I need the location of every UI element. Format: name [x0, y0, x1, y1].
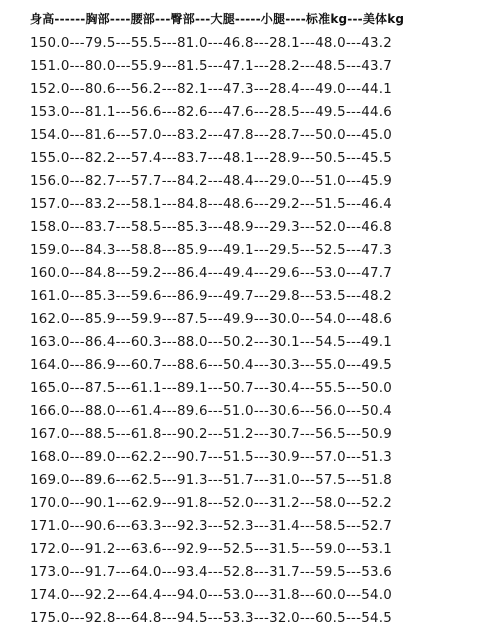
table-row: 161.0---85.3---59.6---86.9---49.7---29.8---53.5---48.2: [30, 289, 393, 304]
table-row: 152.0---80.6---56.2---82.1---47.3---28.4---49.0---44.1: [30, 82, 393, 97]
table-row: 155.0---82.2---57.4---83.7---48.1---28.9---50.5---45.5: [30, 151, 393, 166]
table-header-line: 身高------胸部----腰部---臀部---大腿-----小腿----标准kg---美体kg: [30, 12, 405, 26]
size-chart-document: [30, 8, 490, 630]
table-row: 162.0---85.9---59.9---87.5---49.9---30.0---54.0---48.6: [30, 312, 393, 327]
table-row: 169.0---89.6---62.5---91.3---51.7---31.0---57.5---51.8: [30, 473, 393, 488]
table-row: 168.0---89.0---62.2---90.7---51.5---30.9---57.0---51.3: [30, 450, 393, 465]
table-row: 150.0---79.5---55.5---81.0---46.8---28.1---48.0---43.2: [30, 36, 393, 51]
table-row: 158.0---83.7---58.5---85.3---48.9---29.3---52.0---46.8: [30, 220, 393, 235]
table-row: 173.0---91.7---64.0---93.4---52.8---31.7---59.5---53.6: [30, 565, 393, 580]
table-row: 165.0---87.5---61.1---89.1---50.7---30.4---55.5---50.0: [30, 381, 393, 396]
table-row: 171.0---90.6---63.3---92.3---52.3---31.4---58.5---52.7: [30, 519, 393, 534]
table-row: 159.0---84.3---58.8---85.9---49.1---29.5---52.5---47.3: [30, 243, 393, 258]
table-row: 163.0---86.4---60.3---88.0---50.2---30.1---54.5---49.1: [30, 335, 393, 350]
table-row: 175.0---92.8---64.8---94.5---53.3---32.0---60.5---54.5: [30, 611, 393, 626]
table-row: 164.0---86.9---60.7---88.6---50.4---30.3---55.0---49.5: [30, 358, 393, 373]
table-row: 160.0---84.8---59.2---86.4---49.4---29.6---53.0---47.7: [30, 266, 393, 281]
table-row: 172.0---91.2---63.6---92.9---52.5---31.5---59.0---53.1: [30, 542, 393, 557]
table-row: 151.0---80.0---55.9---81.5---47.1---28.2---48.5---43.7: [30, 59, 393, 74]
measurement-rows: [30, 32, 490, 630]
table-row: 156.0---82.7---57.7---84.2---48.4---29.0---51.0---45.9: [30, 174, 393, 189]
table-row: 166.0---88.0---61.4---89.6---51.0---30.6---56.0---50.4: [30, 404, 393, 419]
table-row: 157.0---83.2---58.1---84.8---48.6---29.2---51.5---46.4: [30, 197, 393, 212]
table-row: 154.0---81.6---57.0---83.2---47.8---28.7---50.0---45.0: [30, 128, 393, 143]
table-row: 167.0---88.5---61.8---90.2---51.2---30.7---56.5---50.9: [30, 427, 393, 442]
table-row: 174.0---92.2---64.4---94.0---53.0---31.8---60.0---54.0: [30, 588, 393, 603]
table-row: 170.0---90.1---62.9---91.8---52.0---31.2---58.0---52.2: [30, 496, 393, 511]
table-row: 153.0---81.1---56.6---82.6---47.6---28.5---49.5---44.6: [30, 105, 393, 120]
